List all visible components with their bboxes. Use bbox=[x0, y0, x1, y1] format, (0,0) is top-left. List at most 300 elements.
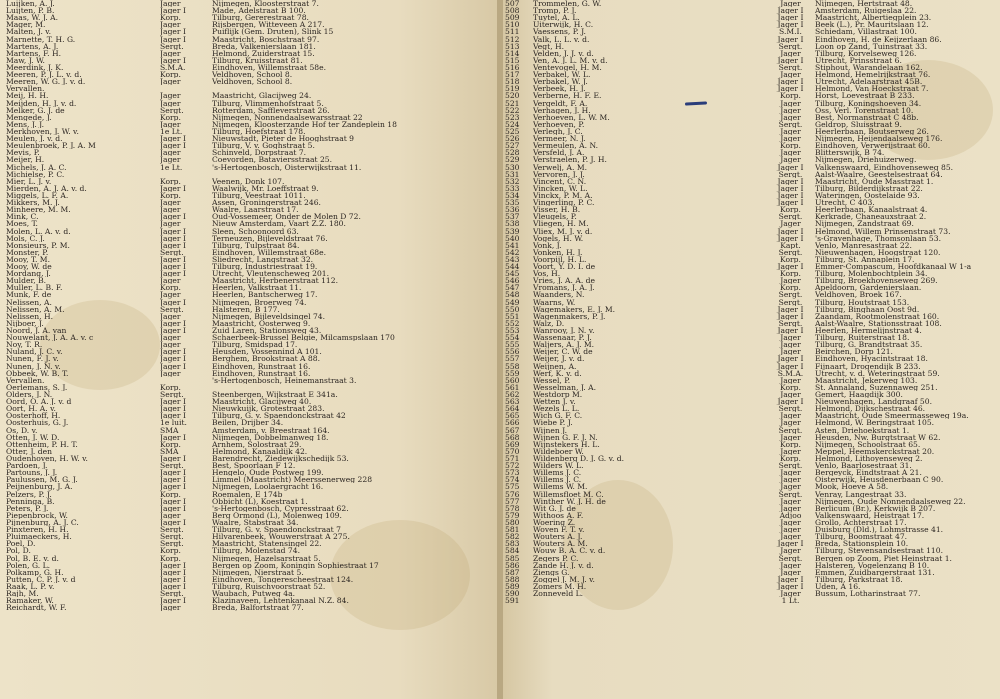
entry-address: Waalre, Stabstraat 34. bbox=[212, 518, 299, 527]
entry-rank: Jager I bbox=[160, 518, 186, 527]
entry-address: Tilburg, Molenbochtplein 34. bbox=[815, 270, 928, 278]
entry-number: 569 bbox=[505, 440, 520, 448]
entry-address: Tilburg, St. Annaplein 17. bbox=[815, 255, 915, 264]
entry-name: Wijnstekers H. L. bbox=[533, 440, 600, 448]
entry-number: 544 bbox=[505, 263, 520, 271]
entry-number: 557 bbox=[505, 355, 520, 363]
entry-rank: Jager bbox=[160, 21, 181, 29]
entry-rank: Jager bbox=[160, 149, 181, 157]
entry-name: Mevis, P. bbox=[6, 149, 40, 157]
entry-address: Meppel, Heemskerckstraat 20. bbox=[815, 447, 935, 455]
entry-address: Heerlerbaan, Boutserweg 26. bbox=[815, 127, 929, 136]
entry-rank: Sergt. bbox=[778, 462, 803, 470]
entry-name: Pelzers, P. J. bbox=[6, 490, 52, 498]
entry-rank: Jager I bbox=[777, 21, 804, 29]
entry-name: Otter, J. den bbox=[6, 447, 52, 455]
entry-number: 561 bbox=[505, 383, 520, 392]
entry-name: Weijnen, A. bbox=[533, 362, 577, 370]
entry-name: Waanders, N. bbox=[533, 291, 585, 299]
entry-name: Werf, K. v. d. bbox=[533, 369, 582, 377]
entry-address: Berghem, Brookstraat A 88. bbox=[212, 355, 321, 363]
entry-rank: Korp. bbox=[160, 14, 181, 22]
entry-rank: Jager I bbox=[777, 327, 804, 335]
entry-name: Vaessens, P. J. bbox=[533, 28, 586, 36]
entry-name: Rajh, M. bbox=[6, 590, 39, 598]
entry-rank: Jager bbox=[780, 135, 801, 143]
entry-address: Tilburg, Houtstraat 153. bbox=[815, 298, 910, 306]
entry-name: Zonneveld L. bbox=[533, 590, 584, 598]
entry-address: Tilburg, V. v. Goghstraat 5. bbox=[212, 142, 315, 150]
entry-name: Martens, A. J. bbox=[6, 42, 59, 50]
entry-number: 576 bbox=[505, 490, 520, 498]
entry-address: Waalwijk, Mr. Loeffstraat 9. bbox=[212, 184, 319, 192]
entry-address: Stiphout, Warandelaan 162. bbox=[815, 63, 923, 72]
entry-number: 510 bbox=[505, 21, 520, 29]
entry-rank: Korp. bbox=[780, 206, 801, 214]
entry-rank: Jager I bbox=[160, 348, 186, 356]
entry-rank: Korp. bbox=[780, 92, 801, 100]
entry-name: Michielse, P. C. bbox=[6, 170, 65, 178]
entry-number: 572 bbox=[505, 462, 520, 470]
entry-rank: Korp. bbox=[780, 455, 801, 463]
entry-rank: Sergt. bbox=[160, 533, 184, 541]
entry-name: Mordang, J. bbox=[6, 270, 51, 278]
entry-rank: Jager I bbox=[777, 312, 804, 320]
entry-rank: Jager bbox=[780, 376, 801, 384]
entry-rank: Jager I bbox=[777, 85, 804, 93]
entry-name: Mink, C. bbox=[6, 213, 39, 221]
entry-number: 586 bbox=[505, 561, 520, 569]
entry-rank: Jager I bbox=[160, 142, 186, 150]
entry-address: Venray, Langestraat 33. bbox=[815, 490, 907, 498]
entry-name: Moes, T. bbox=[6, 220, 38, 228]
entry-name: Vliegen, H. M. bbox=[533, 220, 589, 228]
entry-address: Amsterdam, Ruigeslaa 22. bbox=[815, 7, 917, 15]
right-address-column bbox=[815, 0, 998, 597]
entry-name: Wouw B. A. C. v. d. bbox=[533, 547, 606, 555]
entry-rank: Sergt. bbox=[160, 590, 184, 598]
entry-rank: Jager bbox=[160, 334, 181, 342]
entry-name: Winther W. J. H. de bbox=[533, 497, 606, 505]
entry-number: 534 bbox=[505, 191, 520, 200]
entry-address: Tilburg, Hoefstraat 178. bbox=[212, 127, 306, 136]
entry-address: Venlo, Baarlosestraat 31. bbox=[815, 462, 912, 470]
entry-rank: Jager I bbox=[160, 362, 186, 370]
entry-name: Noy, T. R. bbox=[6, 341, 43, 349]
entry-name: Olders, J. N. bbox=[6, 391, 53, 399]
entry-address: Aalst-Waalre, Geestelsestraat 64. bbox=[815, 170, 943, 178]
entry-rank: Jager bbox=[160, 199, 181, 207]
entry-rank: S.M.I. bbox=[779, 28, 802, 36]
right-number-column bbox=[505, 0, 533, 604]
entry-address: Grollo, Achterstraat 17. bbox=[815, 518, 907, 527]
entry-name: Vonken, H. J. bbox=[533, 248, 583, 256]
entry-address: Duisburg (Dld.), Lohmstrasse 41. bbox=[815, 526, 944, 534]
entry-address: Heusden, Nw. Burgtstraat W 62. bbox=[815, 433, 941, 441]
entry-address: Tilburg, G. Brandtstraat 35. bbox=[815, 341, 923, 349]
entry-number: 591 bbox=[505, 597, 520, 605]
entry-name: Vleugels, P. bbox=[533, 213, 577, 221]
entry-number: 589 bbox=[505, 582, 520, 591]
entry-rank: Jager bbox=[780, 277, 801, 285]
entry-name: Pinxteren, H. H. bbox=[6, 526, 69, 534]
entry-name: Mierden, A. J. A. v. d. bbox=[6, 184, 87, 192]
entry-name: Pijnenburg, A. J. C. bbox=[6, 518, 79, 527]
entry-name: Os, D. v. bbox=[6, 426, 38, 434]
entry-rank: Sergt. bbox=[778, 291, 803, 299]
entry-rank: Sergt. bbox=[778, 490, 803, 498]
entry-name: Vos, H. bbox=[533, 270, 561, 278]
entry-name: Wit G. J. de bbox=[533, 504, 576, 512]
entry-rank: Jager bbox=[160, 206, 181, 214]
entry-rank: 1e Lt. bbox=[160, 127, 183, 136]
entry-rank: Korp. bbox=[780, 284, 801, 292]
entry-address: Heerlen, Hermelijnstraat 4. bbox=[815, 327, 922, 335]
entry-address: Maastricht, Herbenerstraat 112. bbox=[212, 277, 338, 285]
entry-name: Verhoeven, P. bbox=[533, 120, 585, 128]
entry-name: Zomers M. H. bbox=[533, 582, 587, 591]
entry-name: Wesselman, J. A. bbox=[533, 383, 597, 392]
entry-address: Roemalen, E 174b bbox=[212, 490, 283, 498]
entry-rank: S.M.A. bbox=[777, 369, 804, 377]
entry-address: Rotterdam, Saffleverstraat 26. bbox=[212, 106, 330, 114]
entry-rank: Jager bbox=[780, 348, 801, 356]
entry-number: 567 bbox=[505, 426, 520, 434]
entry-address: Bergeyck, Eindtstraat A 21. bbox=[815, 469, 922, 477]
entry-number: 520 bbox=[505, 92, 520, 100]
entry-name: Molen, L. A. v. d. bbox=[6, 227, 71, 235]
entry-number: 528 bbox=[505, 149, 520, 157]
entry-name: Versfeld, J. A. bbox=[533, 149, 585, 157]
entry-address: Beilen, Drijber 34. bbox=[212, 419, 284, 427]
entry-name: Verbakel, W. J. bbox=[533, 78, 588, 86]
entry-name: Weijer, J. v. d. bbox=[533, 355, 585, 363]
entry-address: Tilburg, Koningshoeven 34. bbox=[815, 99, 922, 107]
entry-address: Tilburg, G. v. Spaendonckstraat 42 bbox=[212, 412, 346, 420]
entry-name: Mooy, T. M. bbox=[6, 255, 50, 264]
entry-rank: Jager bbox=[780, 547, 801, 555]
entry-name: Mikkers, M. J. bbox=[6, 199, 60, 207]
entry-rank: Jager bbox=[780, 106, 801, 114]
entry-address: Tilburg, Smidspad 17. bbox=[212, 341, 298, 349]
entry-name: Nelissen, A. M. bbox=[6, 305, 65, 313]
entry-name: Reichardt, W. F. bbox=[6, 604, 67, 612]
left-name-column bbox=[6, 0, 156, 611]
entry-number: 581 bbox=[505, 526, 520, 534]
entry-address: Schaerbeek-Brussel Belgie, Milcamspslaan 170 bbox=[212, 334, 395, 342]
entry-address: Eindhoven, Runstraat 16. bbox=[212, 369, 311, 377]
entry-rank: Jager bbox=[160, 369, 181, 377]
entry-address: Berg Ormond (L), Molenweg 109. bbox=[212, 511, 342, 519]
entry-name: Vermeer, N. J. bbox=[533, 135, 586, 143]
entry-address: Veenen, Donk 107. bbox=[212, 177, 285, 185]
entry-address: Zaandam, Rootmolenstraat 160. bbox=[815, 312, 940, 320]
entry-name: Luijten, P. B. bbox=[6, 7, 55, 15]
entry-address: Tilburg, Vlimmenhofstraat 5. bbox=[212, 99, 324, 107]
entry-number: 563 bbox=[505, 398, 520, 406]
entry-rank: Jager I bbox=[777, 540, 804, 548]
entry-name: Vegt, H. bbox=[533, 42, 565, 50]
entry-number: 508 bbox=[505, 7, 520, 15]
entry-address: Heusden, Vossennind A 101. bbox=[212, 348, 322, 356]
entry-number: 585 bbox=[505, 554, 520, 562]
entry-number: 583 bbox=[505, 540, 520, 548]
entry-number: 531 bbox=[505, 170, 520, 178]
entry-rank: Jager I bbox=[160, 298, 186, 306]
entry-number: 535 bbox=[505, 199, 520, 207]
entry-rank: Jager I bbox=[777, 191, 804, 200]
entry-name: Westdorp M. bbox=[533, 391, 583, 399]
entry-address: Tilburg, Industriestraat 19. bbox=[212, 263, 318, 271]
entry-name: Verbakel, W. L. bbox=[533, 71, 591, 79]
entry-name: Zoggel J. M. J. v. bbox=[533, 575, 595, 583]
entry-address: Fijnaart, Drogendijk B 233. bbox=[815, 362, 921, 370]
entry-number: 539 bbox=[505, 227, 520, 235]
entry-address: Emmer-Compascum, Hoofdkanaal W 1-a bbox=[815, 263, 972, 271]
entry-rank: Jager bbox=[780, 533, 801, 541]
entry-name: Valk, L. L. v. d. bbox=[533, 35, 590, 43]
entry-name: Oerlemans, S. J. bbox=[6, 383, 68, 392]
entry-address: Bussum, Lotharinstraat 77. bbox=[815, 590, 921, 598]
entry-name: Martens, F. H. bbox=[6, 49, 62, 57]
entry-rank: Jager bbox=[780, 518, 801, 527]
entry-number: 521 bbox=[505, 99, 520, 107]
entry-name: Vliex, M. J. v. d. bbox=[533, 227, 593, 235]
right-page bbox=[503, 0, 1000, 699]
entry-name: Pardoen, J. bbox=[6, 462, 48, 470]
entry-address: Maastricht, Boschstraat 97. bbox=[212, 35, 320, 43]
entry-name: Waarns, W. bbox=[533, 298, 576, 306]
entry-address: Nijmegen, Heijendaalseweg 176. bbox=[815, 135, 943, 143]
left-address-column bbox=[212, 0, 497, 611]
entry-rank: Jager I bbox=[160, 476, 186, 484]
entry-number: 559 bbox=[505, 369, 520, 377]
entry-name: Oudenhoven, H. W. v. bbox=[6, 455, 88, 463]
entry-address: Hilvarenbeek, Wouwerstraat A 275. bbox=[212, 533, 350, 541]
entry-name: Verhagen, J. H. bbox=[533, 106, 591, 114]
entry-address: Coevorden, Bataviersstraat 25. bbox=[212, 156, 333, 164]
entry-name: Zande H. J. v. d. bbox=[533, 561, 594, 569]
entry-number: 571 bbox=[505, 455, 520, 463]
entry-name: Wildeboer W. bbox=[533, 447, 584, 455]
entry-address: 's-Hertogenbosch, Oisterwijkstraat 11. bbox=[212, 163, 362, 171]
entry-address: Veldhoven, Broek 167. bbox=[815, 291, 902, 299]
entry-rank bbox=[160, 85, 210, 92]
entry-address: Horst, Loevestraat B 233. bbox=[815, 92, 915, 100]
entry-name: Merkhoven, J. W. v. bbox=[6, 127, 79, 136]
entry-address: Nieuwenhagen, Landgraaf 50. bbox=[815, 398, 933, 406]
entry-name: Mols, C. J. bbox=[6, 234, 45, 242]
entry-rank: Jager I bbox=[160, 433, 186, 441]
entry-name: Vergeldt, F. A. bbox=[533, 99, 588, 107]
entry-name: Wich G. F. C. bbox=[533, 412, 583, 420]
entry-address: Nieuwenhagen, Hoogstraat 120. bbox=[815, 248, 941, 256]
entry-address: Rijsbergen, Witteveen A 217. bbox=[212, 21, 325, 29]
entry-address: Wateringen, Oostelaide 93. bbox=[815, 191, 920, 200]
entry-rank: Jager bbox=[780, 419, 801, 427]
entry-rank: Jager bbox=[780, 127, 801, 136]
entry-address: Oisterwijk, Heusdenerbaan C 90. bbox=[815, 476, 944, 484]
entry-rank: Jager I bbox=[777, 362, 804, 370]
entry-name: Mager, M. bbox=[6, 21, 46, 29]
entry-rank: Jager bbox=[160, 277, 181, 285]
entry-name: Mier, L. J. v. bbox=[6, 177, 52, 185]
left-rank-column bbox=[160, 0, 210, 611]
entry-rank: Sergt. bbox=[778, 42, 803, 50]
entry-number: 525 bbox=[505, 127, 520, 136]
entry-rank: Jager I bbox=[160, 135, 186, 143]
entry-address: Heerlen, Valkstraat 11. bbox=[212, 284, 302, 292]
entry-address: Utrecht, v. d. Weteringstraat 59. bbox=[815, 369, 940, 377]
entry-address bbox=[212, 171, 497, 178]
entry-rank: Jager I bbox=[160, 455, 186, 463]
entry-address: Tilburg, G. v. Spaendonckstraat 7 bbox=[212, 526, 341, 534]
entry-rank: Korp. bbox=[160, 383, 181, 392]
entry-number: 574 bbox=[505, 476, 520, 484]
entry-name: Pol, D. bbox=[6, 547, 31, 555]
entry-address: Schinveld, Dorpstraat 7. bbox=[212, 149, 307, 157]
entry-number: 518 bbox=[505, 78, 520, 86]
entry-address: Amsterdam, v. Breestraat 164. bbox=[212, 426, 330, 434]
entry-address: Oss, Verl. Torenstraat 10. bbox=[815, 106, 914, 114]
entry-name: Wessel, P. bbox=[533, 376, 571, 384]
entry-address: Emmen, Zuidbargerstraat 131. bbox=[815, 568, 935, 576]
entry-name: Noord, J. A. van bbox=[6, 327, 67, 335]
entry-number: 542 bbox=[505, 248, 520, 256]
entry-name: Wildenberg D. J. G. v. d. bbox=[533, 455, 625, 463]
entry-rank: Jager I bbox=[777, 575, 804, 583]
entry-address: Tilburg, Gererestraat 78. bbox=[212, 14, 309, 22]
entry-name: Wanrooy, J. N. v. bbox=[533, 327, 595, 335]
entry-rank: Jager I bbox=[160, 234, 186, 242]
entry-name: Raak, L. P. v. bbox=[6, 582, 55, 591]
entry-number: 575 bbox=[505, 483, 520, 491]
entry-number: 548 bbox=[505, 291, 520, 299]
entry-number: 551 bbox=[505, 312, 520, 320]
entry-name: Mulder, B. bbox=[6, 277, 47, 285]
entry-name: Minheere, M. M. bbox=[6, 206, 71, 214]
entry-name: Wagenmakers, P. J. bbox=[533, 312, 606, 320]
entry-rank: Jager I bbox=[777, 305, 804, 313]
entry-rank: Sergt. bbox=[160, 42, 184, 50]
entry-rank: Jager I bbox=[160, 497, 186, 505]
entry-number: 546 bbox=[505, 277, 520, 285]
entry-rank: Jager bbox=[780, 412, 801, 420]
entry-address: Nijmegen, Dobbelmanweg 18. bbox=[212, 433, 329, 441]
entry-number: 517 bbox=[505, 71, 520, 79]
entry-rank: Jager I bbox=[777, 398, 804, 406]
entry-address: Nieuw Amsterdam, Vaart Z.Z. 180. bbox=[212, 220, 346, 228]
entry-address: Maastricht, Jekerweg 103. bbox=[815, 376, 918, 384]
entry-rank: Jager I bbox=[160, 56, 186, 64]
entry-name: Miggels, L. F. A. bbox=[6, 191, 69, 200]
entry-rank: SMA bbox=[160, 447, 179, 455]
entry-name: Vromans, J. A. J. bbox=[533, 284, 595, 292]
entry-address: Zuid Laren, Stationsweg 43. bbox=[212, 327, 322, 335]
entry-address: Blitterswijk, B 74. bbox=[815, 149, 885, 157]
entry-number: 536 bbox=[505, 206, 520, 214]
entry-rank: S.M.A. bbox=[160, 63, 186, 72]
entry-rank: Korp. bbox=[780, 142, 801, 150]
entry-number: 543 bbox=[505, 255, 520, 264]
entry-name: Woering Z. bbox=[533, 518, 576, 527]
entry-number: 582 bbox=[505, 533, 520, 541]
entry-rank: Korp. bbox=[160, 490, 181, 498]
entry-address: Tilburg, Broekhovenseweg 269. bbox=[815, 277, 938, 285]
entry-address: Eindhoven, H. de Keijzerlaan 86. bbox=[815, 35, 942, 43]
entry-address: Arnhem, Solostraat 29. bbox=[212, 440, 302, 448]
entry-rank: Jager bbox=[780, 476, 801, 484]
entry-rank: Jager bbox=[780, 334, 801, 342]
entry-rank: Jager I bbox=[160, 227, 186, 235]
entry-name: Polkamp, G. H. bbox=[6, 568, 64, 576]
entry-name: Peters, P. J. bbox=[6, 504, 49, 512]
entry-name: Vogels, H. W. bbox=[533, 234, 584, 242]
entry-address: Utrecht, Vleutenscheweg 201. bbox=[212, 270, 330, 278]
entry-rank: Jager I bbox=[777, 263, 804, 271]
entry-name: Mooy, W. de bbox=[6, 263, 52, 271]
entry-address: Halsteren, B 177. bbox=[212, 305, 280, 313]
entry-name: Monsieurs, P. M. bbox=[6, 241, 70, 249]
entry-address: Nijmegen, Nierstraat 5. bbox=[212, 568, 304, 576]
entry-name: Verberne, H. F. E. bbox=[533, 92, 602, 100]
entry-address: Beirchen, Dorp 121. bbox=[815, 348, 893, 356]
entry-rank: Jager bbox=[160, 156, 181, 164]
entry-address: Maastricht, Glacijweg 24. bbox=[212, 92, 312, 100]
entry-address: 's-Hertogenbosch, Heinemanstraat 3. bbox=[212, 376, 357, 384]
entry-address: Barendrecht, Ziedewijkschedijk 53. bbox=[212, 455, 349, 463]
entry-name: Muller, L. B. F. bbox=[6, 284, 63, 292]
entry-address: Berlicum (Br.), Kerkwijk B 207. bbox=[815, 504, 936, 512]
entry-number: 524 bbox=[505, 120, 520, 128]
entry-address: Eindhoven, Tongerescheestraat 124. bbox=[212, 575, 354, 583]
entry-rank: Jager I bbox=[160, 184, 186, 192]
entry-number: 532 bbox=[505, 177, 520, 185]
entry-number: 553 bbox=[505, 327, 520, 335]
entry-rank: Jager I bbox=[160, 582, 186, 591]
entry-number: 513 bbox=[505, 42, 520, 50]
entry-name: Vervoren, J. J. bbox=[533, 170, 585, 178]
entry-name: Polen, G. L. bbox=[6, 561, 51, 569]
entry-rank: 1e luit. bbox=[160, 419, 187, 427]
entry-rank: Korp. bbox=[780, 383, 801, 392]
entry-number: 516 bbox=[505, 63, 520, 72]
entry-rank: Jager bbox=[780, 391, 801, 399]
entry-name: Mengede, J. bbox=[6, 113, 52, 121]
entry-number: 538 bbox=[505, 220, 520, 228]
entry-rank: Korp. bbox=[780, 440, 801, 448]
entry-number: 578 bbox=[505, 504, 520, 512]
entry-name: Weijer, C. W. de bbox=[533, 348, 593, 356]
entry-address: Beek (L.), Pr. Mauritslaan 12. bbox=[815, 21, 929, 29]
entry-rank: Jager I bbox=[160, 561, 186, 569]
entry-rank: Sergt. bbox=[778, 213, 803, 221]
entry-address: Schiedam, Villastraat 100. bbox=[815, 28, 917, 36]
entry-address: Klazinaveen, Lehtenkanaal N.Z. 84. bbox=[212, 597, 349, 605]
entry-rank: Jager bbox=[160, 0, 181, 8]
entry-address: Kerkrade, Chaneauxstraat 2. bbox=[815, 213, 927, 221]
entry-number: 556 bbox=[505, 348, 520, 356]
entry-rank: Jager I bbox=[160, 35, 186, 43]
entry-rank: Jager bbox=[780, 341, 801, 349]
entry-name: Visser, H. B. bbox=[533, 206, 581, 214]
entry-number: 526 bbox=[505, 135, 520, 143]
entry-rank: Jager bbox=[780, 497, 801, 505]
entry-rank: Jager I bbox=[777, 163, 804, 171]
entry-address: Best, Spoorlaan F 12. bbox=[212, 462, 296, 470]
entry-rank: Korp. bbox=[160, 284, 181, 292]
entry-name: Poel, D. bbox=[6, 540, 36, 548]
